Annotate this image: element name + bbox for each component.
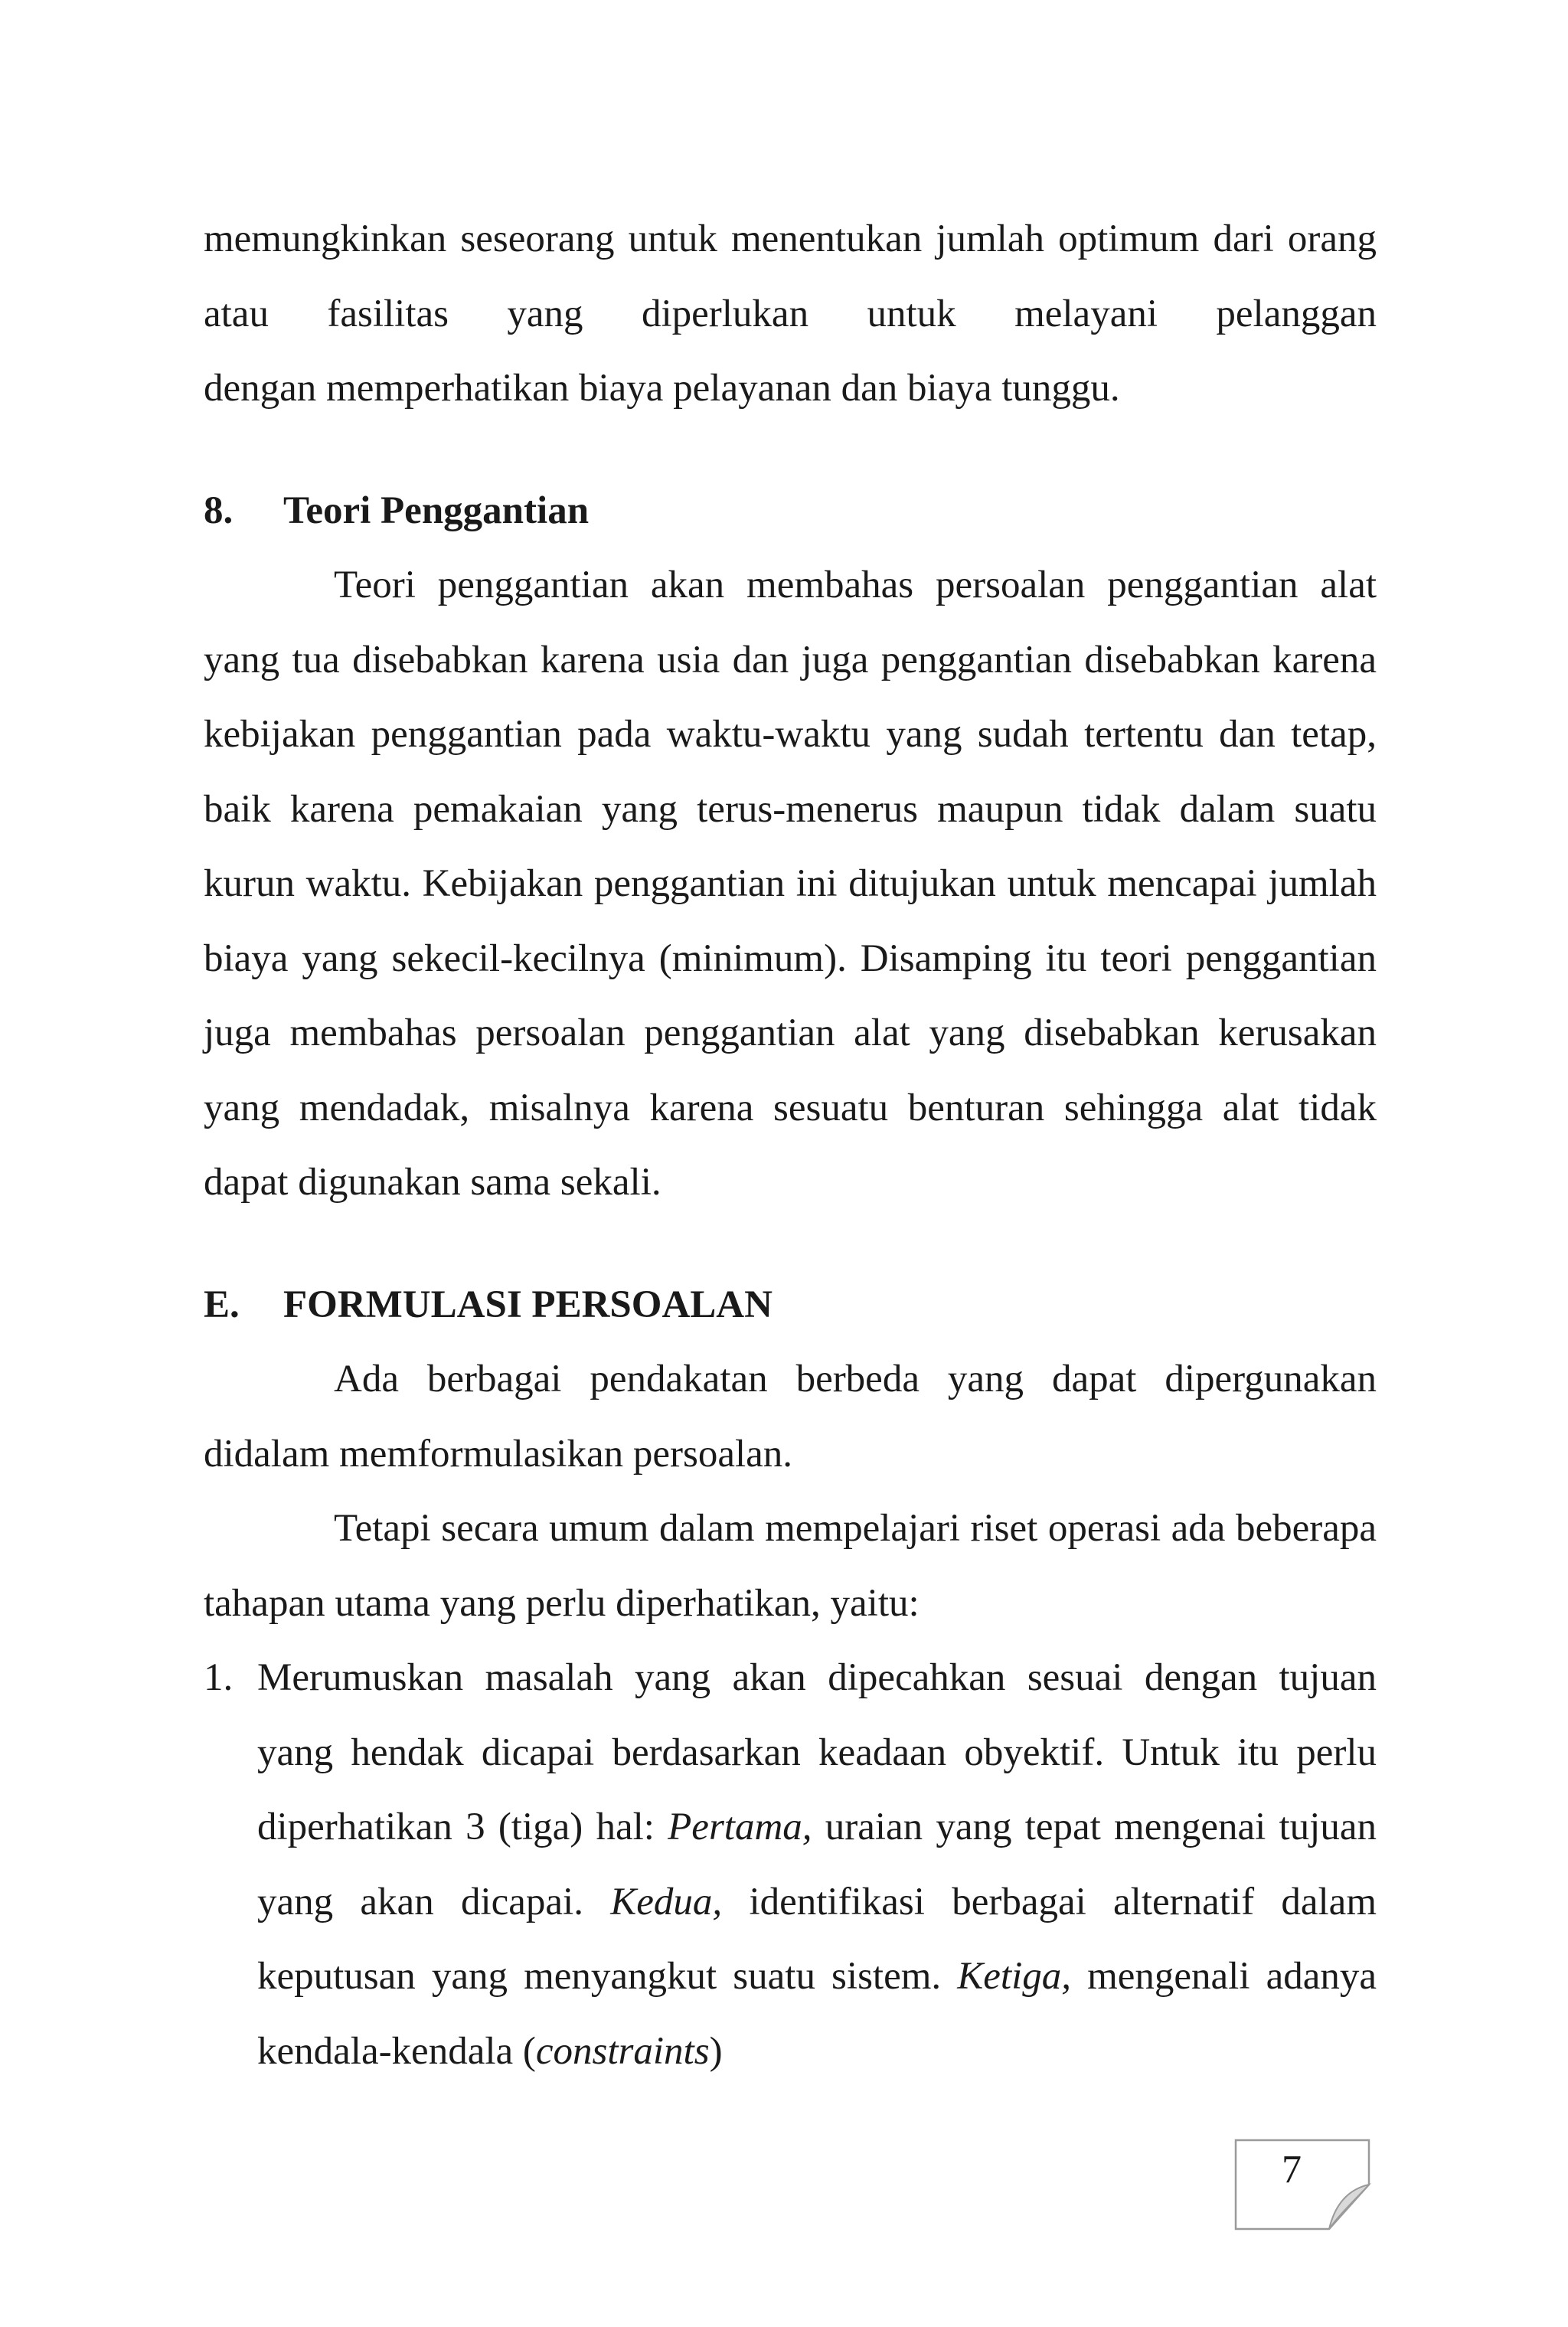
spacer xyxy=(204,427,1377,474)
section-e-paragraph-1: Ada berbagai pendakatan berbeda yang dapat dipergunakan didalam memformulasikan persoalan. xyxy=(204,1358,1377,1476)
page-number: 7 xyxy=(1282,2148,1302,2191)
emphasis-ketiga: Ketiga, xyxy=(957,1955,1071,1998)
list-text-c: identifikasi berbagai alternatif dalam keputusan yang menyangkut suatu sistem. xyxy=(257,1880,1377,1998)
list-text-b: uraian yang tepat mengenai tujuan yang akan dicapai. xyxy=(257,1806,1377,1923)
section-e-heading xyxy=(204,1268,1377,1343)
intro-paragraph-line2: dengan memperhatikan biaya pelayanan dan biaya tunggu. xyxy=(204,367,1120,410)
section-8-paragraph: Teori penggantian akan membahas persoalan penggantian alat yang tua disebabkan karena usia dan juga penggantian disebabkan karena kebijakan penggantian pada waktu-waktu yang sudah tertentu dan tetap, baik karena pemakaian yang terus-menerus maupun tidak dalam suatu kurun waktu. Kebijakan penggantian ini ditujukan untuk mencapai jumlah biaya yang sekecil-kecilnya (minimum). Disamping itu teori penggantian juga membahas persoalan penggantian alat yang disebabkan kerusakan yang mendadak, misalnya karena sesuatu benturan sehingga alat tidak dapat digunakan sama sekali. xyxy=(204,564,1377,1204)
section-e-title: FORMULASI PERSOALAN xyxy=(283,1283,773,1326)
page-content xyxy=(204,202,1377,2089)
list-text-d: mengenali adanya kendala-kendala ( xyxy=(257,1955,1377,2073)
list-item-text xyxy=(257,1641,1377,2089)
section-8-number: 8. xyxy=(204,489,234,532)
list-text-e: ) xyxy=(709,2029,723,2073)
section-8-heading xyxy=(204,474,1377,549)
emphasis-kedua: Kedua, xyxy=(610,1880,723,1923)
section-8-title: Teori Penggantian xyxy=(283,489,590,532)
emphasis-pertama: Pertama, xyxy=(668,1806,812,1848)
section-e-number: E. xyxy=(204,1283,240,1326)
page-number-box xyxy=(1234,2139,1372,2231)
section-e-paragraph-2: Tetapi secara umum dalam mempelajari riset operasi ada beberapa tahapan utama yang perlu diperhatikan, yaitu: xyxy=(204,1507,1377,1625)
spacer xyxy=(204,1221,1377,1268)
list-item xyxy=(204,1641,1377,2089)
intro-paragraph-line1: memungkinkan seseorang untuk menentukan jumlah optimum dari orang atau fasilitas yang diperlukan untuk melayani pelanggan xyxy=(204,217,1377,335)
emphasis-constraints: constraints xyxy=(535,2029,710,2073)
list-marker: 1. xyxy=(204,1656,234,1699)
list-text-a: Merumuskan masalah yang akan dipecahkan sesuai dengan tujuan yang hendak dicapai berdasarkan keadaan obyektif. Untuk itu perlu diperhatikan 3 (tiga) hal: xyxy=(257,1656,1377,1848)
